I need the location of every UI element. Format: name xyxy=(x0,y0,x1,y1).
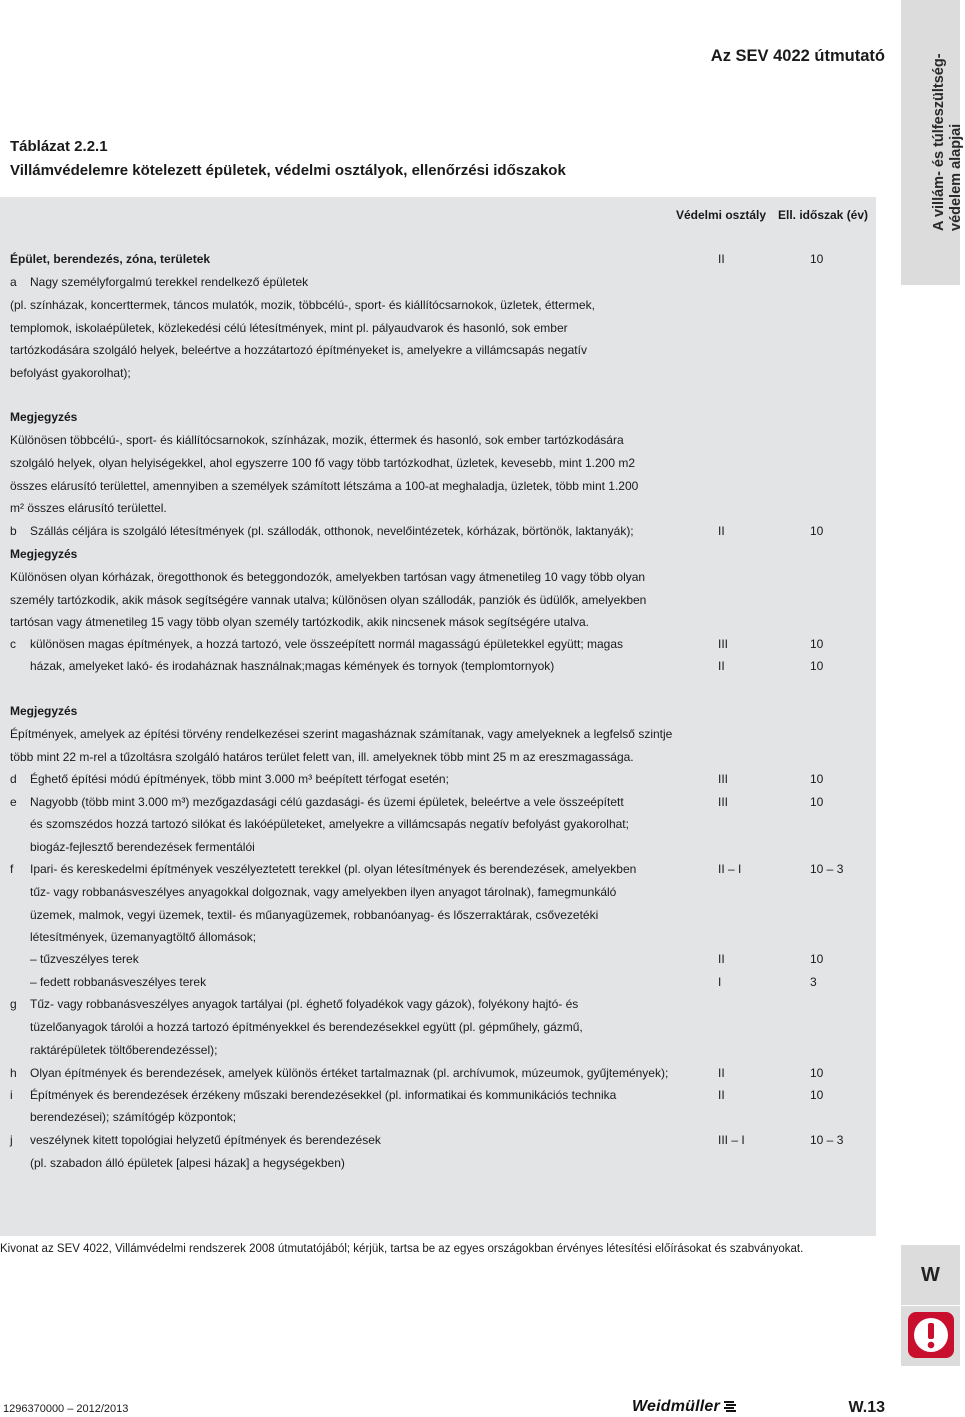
row-protection-class: II xyxy=(718,1088,725,1102)
row-text: templomok, iskolaépületek, közlekedési célú létesítmények, mint pl. pályaudvarok és hasonló, sok ember xyxy=(10,321,568,335)
row-protection-class: I xyxy=(718,975,722,989)
row-inspection-period: 3 xyxy=(810,975,817,989)
row-text: Megjegyzés xyxy=(10,410,78,424)
page-number: W.13 xyxy=(848,1399,885,1416)
row-text: Éghető építési módú építmények, több mint 3.000 m³ beépített térfogat esetén; xyxy=(30,772,449,786)
row-inspection-period: 10 xyxy=(810,772,824,786)
row-protection-class: II xyxy=(718,524,725,538)
row-text: és szomszédos hozzá tartozó silókat és lakóépületeket, amelyekre a villámcsapás negatív befolyást gyakorolhat; xyxy=(30,817,629,831)
row-inspection-period: 10 – 3 xyxy=(810,1133,844,1147)
row-protection-class: III xyxy=(718,637,729,651)
row-text: tűz- vagy robbanásveszélyes anyagokkal dolgoznak, vagy amelyekben ilyen anyagot tárolnak), famegmunkáló xyxy=(30,885,617,899)
row-text: – fedett robbanásveszélyes terek xyxy=(30,975,207,989)
row-text: biogáz-fejlesztő berendezések fermentálói xyxy=(30,840,255,854)
row-letter: j xyxy=(10,1133,13,1147)
row-text: Épület, berendezés, zóna, területek xyxy=(10,252,211,266)
row-text: szolgáló helyek, olyan helyiségekkel, ahol egyszerre 100 fő vagy több tartózkodhat, üzletek, kevesebb, mint 1.200 m2 xyxy=(10,456,636,470)
row-text: házak, amelyeket lakó- és irodaháznak használnak;magas kémények és tornyok (templomtornyok) xyxy=(30,659,555,673)
row-inspection-period: 10 xyxy=(810,252,824,266)
footnote: Kivonat az SEV 4022, Villámvédelmi rendszerek 2008 útmutatójából; kérjük, tartsa be az egyes országokban érvényes létesítési előírásokat és szabványokat. xyxy=(0,1243,804,1255)
row-text: befolyást gyakorolhat); xyxy=(10,366,131,380)
row-inspection-period: 10 xyxy=(810,659,824,673)
row-text: több mint 22 m-rel a tűzoltásra szolgáló határos terület felett van, ill. amelyeknek több mint 25 m az ereszmagassága. xyxy=(10,750,634,764)
row-text: különösen magas építmények, a hozzá tartozó, vele összeépített normál magasságú épületekkel együtt; magas xyxy=(30,637,624,651)
row-protection-class: II xyxy=(718,952,725,966)
section-side-tab[interactable] xyxy=(901,0,964,285)
row-inspection-period: 10 xyxy=(810,1066,824,1080)
side-tab-line-1: A villám- és túlfeszültség- xyxy=(931,53,947,231)
row-protection-class: II – I xyxy=(718,862,742,876)
row-letter: f xyxy=(10,862,14,876)
side-tab-line-2: védelem alapjai xyxy=(948,123,964,231)
column-header-class: Védelmi osztály xyxy=(676,208,767,222)
row-inspection-period: 10 xyxy=(810,952,824,966)
row-text: raktárépületek töltőberendezéssel); xyxy=(30,1043,218,1057)
row-text: tartósan vagy átmenetileg 15 vagy több olyan személy tartózkodik, akik nincsenek mások segítségére utalva. xyxy=(10,615,589,629)
column-header-period: Ell. időszak (év) xyxy=(778,208,869,222)
row-text: létesítmények, üzemanyagtöltő állomások; xyxy=(30,930,257,944)
chapter-tab-w[interactable]: W xyxy=(901,1245,960,1305)
row-text: Építmények, amelyek az építési törvény rendelkezései szerint magasháznak számítanak, vagy amelyeknek a legfelső szintje xyxy=(10,727,673,741)
row-text: m² összes elárusító területtel. xyxy=(10,501,167,515)
row-text: (pl. színházak, koncerttermek, táncos mulatók, mozik, többcélú-, sport- és kiállítócsarnokok, üzletek, éttermek, xyxy=(10,298,595,312)
row-text: (pl. szabadon álló épületek [alpesi házak] a hegységekben) xyxy=(30,1156,345,1170)
row-text: Megjegyzés xyxy=(10,704,78,718)
row-letter: b xyxy=(10,524,17,538)
row-inspection-period: 10 xyxy=(810,524,824,538)
row-text: Ipari- és kereskedelmi építmények veszélyeztetett terekkel (pl. olyan létesítmények és berendezések, amelyekben xyxy=(30,862,637,876)
table-number: Táblázat 2.2.1 xyxy=(10,138,108,155)
row-text: Építmények és berendezések érzékeny műszaki berendezésekkel (pl. informatikai és kommunikációs technika xyxy=(30,1088,617,1102)
row-protection-class: III xyxy=(718,772,729,786)
row-text: Különösen olyan kórházak, öregotthonok és beteggondozók, amelyekben tartósan vagy átmenetileg 10 vagy több olyan xyxy=(10,570,646,584)
row-protection-class: II xyxy=(718,659,725,673)
row-protection-class: II xyxy=(718,252,725,266)
row-text: Szállás céljára is szolgáló létesítmények (pl. szállodák, otthonok, nevelőintézetek, kórházak, börtönök, laktanyák); xyxy=(30,524,634,538)
row-text: tüzelőanyagok tárolói a hozzá tartozó építményekkel és berendezésekkel együtt (pl. gépműhely, gázmű, xyxy=(30,1020,583,1034)
row-protection-class: III – I xyxy=(718,1133,745,1147)
row-text: veszélynek kitett topológiai helyzetű építmények és berendezések xyxy=(30,1133,381,1147)
row-inspection-period: 10 xyxy=(810,1088,824,1102)
row-letter: a xyxy=(10,275,17,289)
document-header-title: Az SEV 4022 útmutató xyxy=(710,47,885,65)
row-text: üzemek, malmok, vegyi üzemek, textil- és műanyagüzemek, robbanóanyag- és lőszerraktárak, csővezetéki xyxy=(30,908,599,922)
row-text: összes elárusító területtel, amennyiben a személyek számított létszáma a 100-at meghaladja, üzletek, több mint 1.200 xyxy=(10,479,639,493)
catalog-code: 1296370000 – 2012/2013 xyxy=(3,1403,129,1415)
row-letter: d xyxy=(10,772,17,786)
row-letter: i xyxy=(10,1088,13,1102)
alert-tab[interactable] xyxy=(901,1306,960,1366)
brand-logo-mark-icon xyxy=(722,1399,738,1415)
row-text: tartózkodására szolgáló helyek, beleértve a hozzátartozó építményeket is, amelyekre a villámcsapás negatív xyxy=(10,343,587,357)
row-text: – tűzveszélyes terek xyxy=(30,952,139,966)
exclamation-icon xyxy=(908,1312,954,1358)
row-text: Nagyobb (több mint 3.000 m³) mezőgazdasági célú gazdasági- és üzemi épületek, beleértve a vele összeépített xyxy=(30,795,624,809)
row-text: Nagy személyforgalmú terekkel rendelkező épületek xyxy=(30,275,309,289)
row-letter: e xyxy=(10,795,17,809)
row-text: személy tartózkodik, akik mások segítségére vannak utalva; különösen olyan szállodák, panziók és üdülők, amelyekben xyxy=(10,593,647,607)
row-letter: c xyxy=(10,637,16,651)
row-text: Különösen többcélú-, sport- és kiállítócsarnokok, színházak, mozik, éttermek és hasonló, sok ember tartózkodására xyxy=(10,433,624,447)
brand-logo: Weidmüller xyxy=(632,1398,720,1415)
row-protection-class: II xyxy=(718,1066,725,1080)
side-tab-label xyxy=(931,0,965,231)
row-inspection-period: 10 xyxy=(810,795,824,809)
table-caption xyxy=(10,135,566,183)
row-text: berendezései); számítógép központok; xyxy=(30,1110,237,1124)
row-text: Tűz- vagy robbanásveszélyes anyagok tartályai (pl. éghető folyadékok vagy gázok), folyékony hajtó- és xyxy=(30,997,579,1011)
row-inspection-period: 10 xyxy=(810,637,824,651)
row-text: Megjegyzés xyxy=(10,547,78,561)
row-text: Olyan építmények és berendezések, amelyek különös értéket tartalmaznak (pl. archívumok, múzeumok, gyűjtemények); xyxy=(30,1066,669,1080)
table-title: Villámvédelemre kötelezett épületek, védelmi osztályok, ellenőrzési időszakok xyxy=(10,162,566,179)
row-letter: h xyxy=(10,1066,17,1080)
row-letter: g xyxy=(10,997,17,1011)
row-protection-class: III xyxy=(718,795,729,809)
row-inspection-period: 10 – 3 xyxy=(810,862,844,876)
